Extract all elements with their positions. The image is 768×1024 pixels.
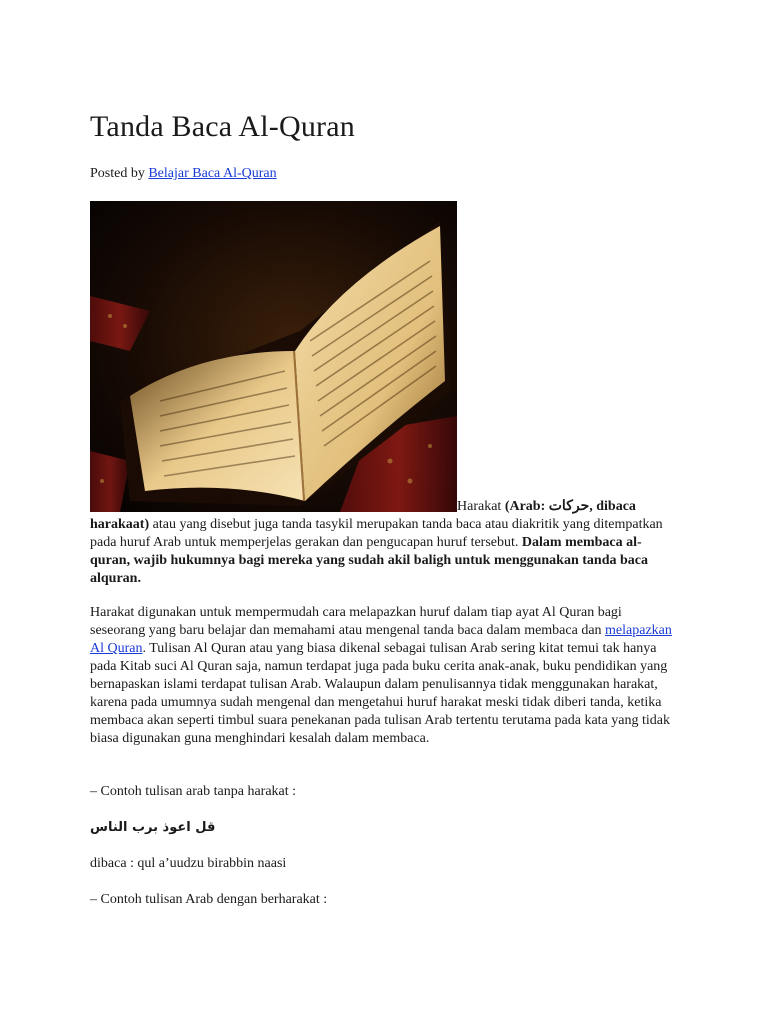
para2-text-a: Harakat digunakan untuk mempermudah cara melapazkan huruf dalam tiap ayat Al Quran bagi seseorang yang baru belajar dan memahami atau mengenal tanda baca dalam membaca dan [90, 605, 622, 638]
byline-prefix: Posted by [90, 166, 149, 181]
example1-label: – Contoh tulisan arab tanpa harakat : [90, 784, 297, 799]
example1-reading: dibaca : qul a’uudzu birabbin naasi [90, 856, 287, 871]
example2-label: – Contoh tulisan Arab dengan berharakat : [90, 892, 328, 907]
quran-photo [90, 201, 457, 512]
intro-lead: Harakat [457, 499, 505, 514]
melapazkan-link[interactable]: melapazkan Al Quran [90, 623, 672, 656]
para2-text-b: . Tulisan Al Quran atau yang biasa dikenal sebagai tulisan Arab sering kitat temui tak hanya pada Kitab suci Al Quran saja, namun terdapat juga pada buku cerita anak-anak, buku pendidikan yang bernapaskan islami terdapat tulisan Arab. Walaupun dalam penulisannya tidak menggunakan harakat, karena pada umumnya sudah mengenal dan mengetahui huruf harakat meski tidak diberi tanda, ketika membaca akan seperti timbul suara penekanan pada tulisan Arab tertentu terutama pada kata yang tidak biasa digunakan guna menghindari kesalah dalam membaca. [90, 641, 670, 746]
page-title: Tanda Baca Al-Quran [90, 110, 355, 143]
byline [90, 166, 277, 182]
intro-bold-rule: Dalam membaca al-quran, wajib hukumnya bagi mereka yang sudah akil baligh untuk menggunakan tanda baca alquran. [90, 535, 648, 586]
intro-bold-arab: (Arab: حركات, dibaca harakaat) [90, 499, 636, 532]
image-inline-spacer [90, 509, 457, 510]
body-paragraph [90, 604, 680, 748]
author-link[interactable]: Belajar Baca Al-Quran [148, 166, 277, 181]
intro-paragraph [90, 498, 680, 588]
intro-text: atau yang disebut juga tanda tasykil merupakan tanda baca atau diakritik yang ditempatkan pada huruf Arab untuk memperjelas gerakan dan pengucapan huruf tersebut. [90, 517, 663, 550]
example1-arabic: قل اعوذ برب الناس [90, 820, 216, 835]
